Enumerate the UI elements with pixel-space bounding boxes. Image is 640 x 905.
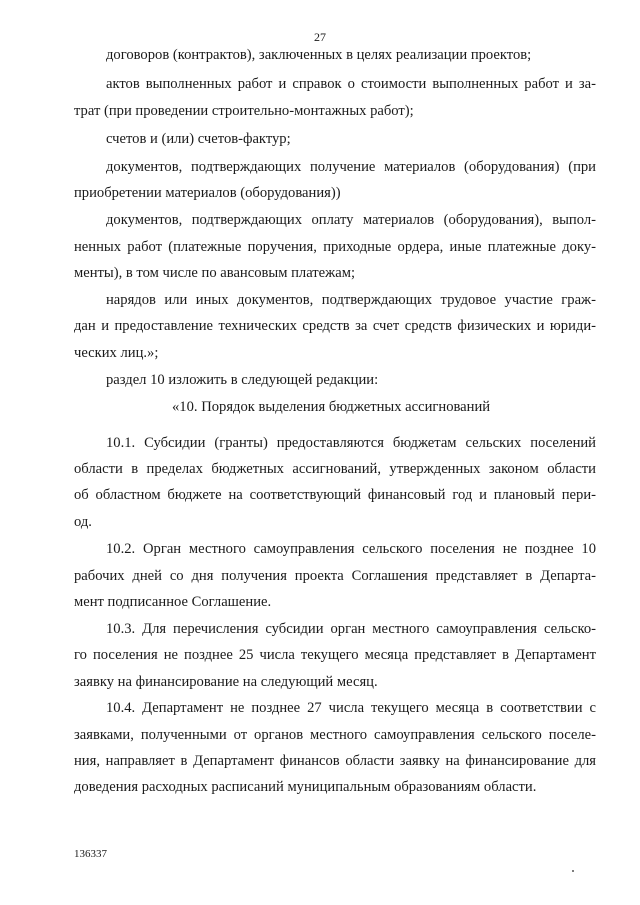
scan-speck xyxy=(572,870,574,872)
text-line: менты), в том числе по авансовым платежам; xyxy=(74,265,355,281)
text-line: дан и предоставление технических средств за счет средств физических и юриди- xyxy=(74,318,596,334)
text-line: об областном бюджете на соответствующий финансовый год и плановый пери- xyxy=(74,487,596,503)
text-line: раздел 10 изложить в следующей редакции: xyxy=(106,372,379,388)
text-line: 10.1. Субсидии (гранты) предоставляются бюджетам сельских поселений xyxy=(106,435,596,451)
document-code: 136337 xyxy=(74,848,107,860)
section-heading: «10. Порядок выделения бюджетных ассигнований xyxy=(172,399,491,415)
text-line: го поселения не позднее 25 числа текущего месяца представляет в Департамент xyxy=(74,647,596,663)
text-line: доведения расходных расписаний муниципальным образованиям области. xyxy=(74,779,537,795)
text-line: мент подписанное Соглашение. xyxy=(74,594,272,610)
page-number: 27 xyxy=(314,30,326,44)
text-line: нарядов или иных документов, подтверждающих трудовое участие граж- xyxy=(106,292,596,308)
text-line: 10.2. Орган местного самоуправления сельского поселения не позднее 10 xyxy=(106,541,596,557)
text-line: документов, подтверждающих оплату материалов (оборудования), выпол- xyxy=(106,212,596,228)
text-line: заявками, полученными от органов местного самоуправления сельского поселе- xyxy=(74,727,596,743)
text-line: 10.4. Департамент не позднее 27 числа текущего месяца в соответствии с xyxy=(106,700,596,716)
text-line: ненных работ (платежные поручения, приходные ордера, иные платежные доку- xyxy=(74,239,596,255)
text-line: договоров (контрактов), заключенных в целях реализации проектов; xyxy=(106,47,532,63)
text-line: заявку на финансирование на следующий месяц. xyxy=(74,674,378,690)
text-line: ческих лиц.»; xyxy=(74,345,159,361)
text-line: ния, направляет в Департамент финансов области заявку на финансирование для xyxy=(74,753,596,769)
text-line: од. xyxy=(74,514,92,530)
text-line: рабочих дней со дня получения проекта Соглашения представляет в Департа- xyxy=(74,568,596,584)
text-line: приобретении материалов (оборудования)) xyxy=(74,185,341,201)
text-line: счетов и (или) счетов-фактур; xyxy=(106,131,291,147)
text-line: области в пределах бюджетных ассигнований, утвержденных законом области xyxy=(74,461,596,477)
text-line: документов, подтверждающих получение материалов (оборудования) (при xyxy=(106,159,596,175)
text-line: 10.3. Для перечисления субсидии орган местного самоуправления сельско- xyxy=(106,621,596,637)
text-line: актов выполненных работ и справок о стоимости выполненных работ и за- xyxy=(106,76,596,92)
text-line: трат (при проведении строительно-монтажных работ); xyxy=(74,103,414,119)
